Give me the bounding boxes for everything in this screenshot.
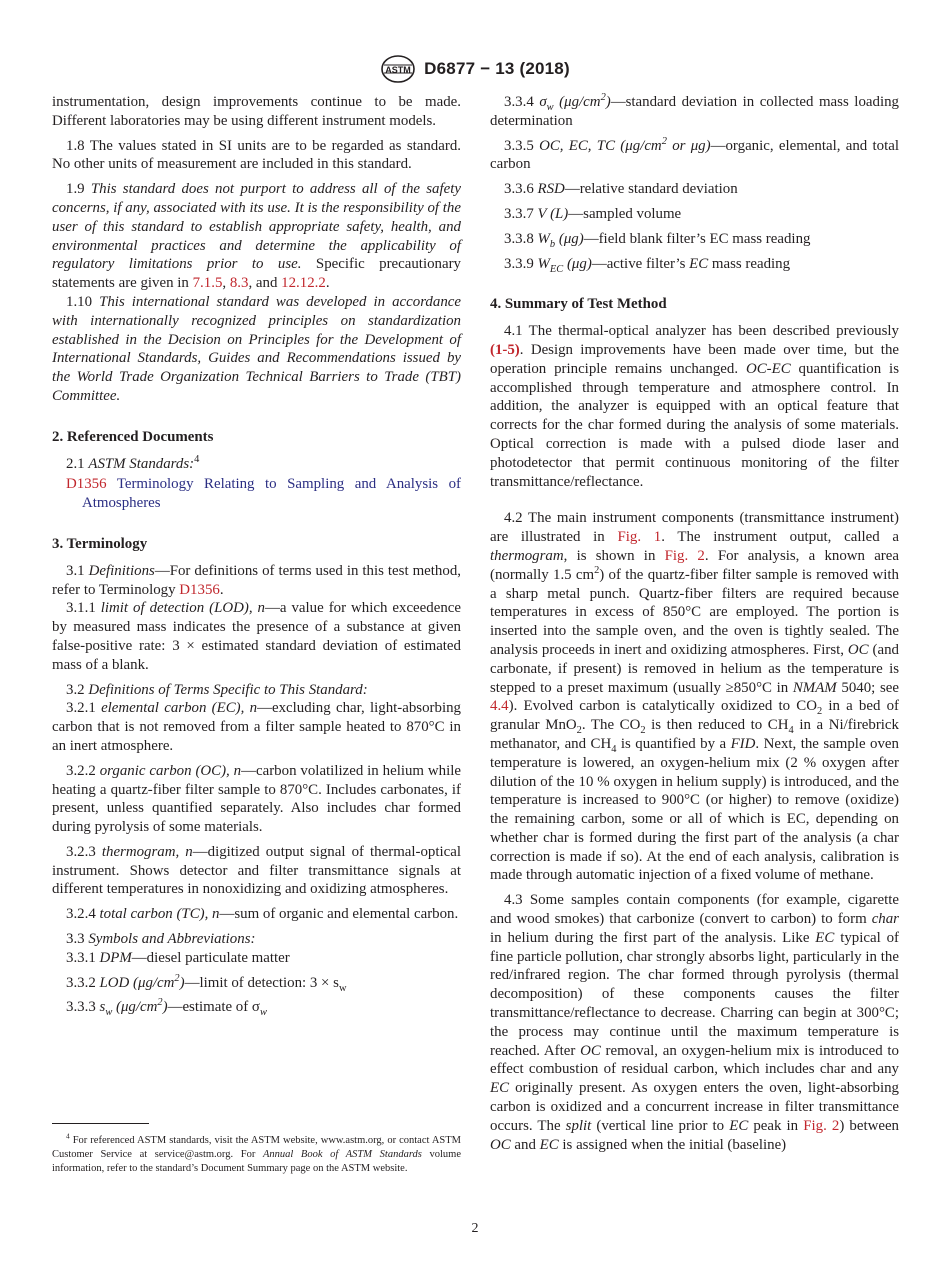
- document-designation: D6877 − 13 (2018): [424, 59, 570, 78]
- paragraph-3-2-3: 3.2.3 thermogram, n—digitized output signal of thermal-optical instrument. Shows detector and filter transmittance signals at different temperatures in nonoxidizing and oxidizing atmospheres.: [52, 843, 462, 898]
- paragraph-3-2: 3.2 Definitions of Terms Specific to This Standard:: [66, 681, 368, 698]
- section-heading-2: 2. Referenced Documents: [52, 428, 214, 445]
- footnote-divider: [52, 1123, 149, 1124]
- ref-8-3-link[interactable]: 8.3: [229, 275, 249, 292]
- fig-1-link[interactable]: Fig. 1: [617, 529, 662, 546]
- paragraph-3-2-4: 3.2.4 total carbon (TC), n—sum of organic and elemental carbon.: [66, 906, 459, 923]
- footnote-4: $^4$ For referenced ASTM standards, visit the ASTM website, www.astm.org, or contact ASTM Customer Service at service@astm.org. For Annual Book of ASTM Standards volume information, refer to the standard’s Document Summary page on the ASTM website.: [52, 1131, 461, 1175]
- paragraph-4-3: 4.3 Some samples contain components (for example, cigarette and wood smokes) that carbonize (convert to carbon) to form char in helium during the first part of the analysis. Like EC typical of fine particle pollution, char strongly absorbs light, particularly in the red/infrared region. The char formed through pyrolysis (thermal decomposition) of these components causes the filter transmittance/reflectance to decrease. Charring can begin at 300°C; the process may continue until the maximum temperature is reached. After OC removal, an oxygen-helium mix is introduced to effect combustion of residual carbon, which includes char and any EC originally present. As oxygen enters the oven, light-absorbing carbon is oxidized and a concurrent increase in filter transmittance occurs. The split (vertical line prior to EC peak in Fig. 2) between OC and EC is assigned when the initial (baseline): [490, 892, 899, 1153]
- paragraph-3-3-4: 3.3.4 $\sigma_w$ $(\mu g/cm^2)—standard$ deviation in collected mass loading determination: [490, 92, 899, 129]
- svg-text:ASTM: ASTM: [385, 65, 411, 75]
- d1356-code-link[interactable]: D1356: [66, 476, 107, 493]
- ref-4-4-link[interactable]: 4.4: [490, 698, 509, 715]
- section-heading-3: 3. Terminology: [52, 535, 148, 552]
- paragraph-3-2-2: 3.2.2 organic carbon (OC), n—carbon volatilized in helium while heating a quartz-fiber filter sample to 870°C. Includes carbonates, if present, unless quantified separately. Also includes char formed during pyrolysis of some materials.: [52, 762, 461, 836]
- fig-2-link[interactable]: Fig. 2: [664, 547, 705, 564]
- page-header: [0, 52, 950, 86]
- section-heading-4: 4. Summary of Test Method: [490, 296, 667, 313]
- paragraph-3-1: 3.1 Definitions—For definitions of terms used in this test method, refer to Terminology D1356.: [52, 562, 461, 598]
- right-column: [490, 93, 899, 1154]
- referenced-document-d1356: [52, 475, 461, 513]
- paragraph-3-3-9: 3.3.9 $W_{EC}$ (μg)—active filter’s EC mass reading: [504, 255, 791, 275]
- paragraph-2-1: 2.1 ASTM Standards:$^4$: [66, 453, 200, 472]
- paragraph-3-3-1: 3.3.1 DPM—diesel particulate matter: [66, 949, 290, 966]
- left-column: [52, 93, 461, 1017]
- d1356-title-link[interactable]: Terminology Relating to Sampling and Analysis of Atmospheres: [82, 476, 461, 512]
- fig-2-link-2[interactable]: Fig. 2: [803, 1117, 840, 1134]
- ref-7-1-5-link[interactable]: 7.1.5: [192, 275, 223, 292]
- paragraph-3-3-7: 3.3.7 V (L)—sampled volume: [504, 205, 682, 222]
- paragraph-1-9: 1.9 This standard does not purport to address all of the safety concerns, if any, associated with its use. It is the responsibility of the user of this standard to establish appropriate safety, health, and environmental practices and determine the applicability of regulatory limitations prior to use. Specific precautionary statements are given in 7.1.5, 8.3, and 12.12.2.: [52, 181, 461, 292]
- ref-12-12-2-link[interactable]: 12.12.2: [281, 275, 326, 292]
- page-number: 2: [471, 1221, 479, 1236]
- paragraph-3-1-1: 3.1.1 limit of detection (LOD), n—a value for which exceedence by measured mass indicates the presence of a substance at given false-positive rate: 3 × estimated standard deviation of estimated mass of a blank.: [52, 600, 461, 673]
- d1356-inline-link[interactable]: D1356: [179, 581, 220, 598]
- paragraph-3-3: 3.3 Symbols and Abbreviations:: [66, 931, 256, 948]
- paragraph-3-2-1: 3.2.1 elemental carbon (EC), n—excluding char, light-absorbing carbon that is not removed from a filter sample heated to 870°C in an inert atmosphere.: [52, 700, 461, 754]
- paragraph-1-8: 1.8 The values stated in SI units are to be regarded as standard. No other units of measurement are included in this standard.: [52, 137, 461, 173]
- paragraph-3-3-6: 3.3.6 RSD—relative standard deviation: [504, 181, 738, 198]
- paragraph-3-3-8: 3.3.8 $W_b$ (μg)—field blank filter’s EC mass reading: [504, 230, 811, 250]
- ref-1-5-link[interactable]: (1-5): [490, 341, 520, 358]
- paragraph-3-3-2: 3.3.2 LOD $(\mu g/cm^2)—limit$ of detection: $3 \times s_w$: [66, 972, 347, 994]
- paragraph-continued: instrumentation, design improvements continue to be made. Different laboratories may be using different instrument models.: [52, 94, 461, 129]
- paragraph-4-1: 4.1 The thermal-optical analyzer has been described previously (1-5). Design improvements have been made over time, but the operation principle remains unchanged. OC-EC quantification is accomplished through temperature and atmosphere control. In addition, the analyzer is equipped with an optical feature that corrects for the char formed during the analysis of some materials. Optical correction is made with a pulsed diode laser and photodetector that permit continuous monitoring of the filter transmittance/reflectance.: [490, 323, 899, 490]
- paragraph-1-10: 1.10 This international standard was developed in accordance with internationally recognized principles on standardization established in the Decision on Principles for the Development of International Standards, Guides and Recommendations issued by the World Trade Organization Technical Barriers to Trade (TBT) Committee.: [52, 293, 461, 404]
- astm-logo-icon: [380, 54, 416, 84]
- paragraph-3-3-5: 3.3.5 OC, EC, TC ($\mu g/cm^2$ or μg)—organic, elemental, and total carbon: [490, 135, 900, 173]
- paragraph-3-3-3: 3.3.3 $s_w$ $(\mu g/cm^2)—estimate$ of $\sigma_w$: [66, 997, 267, 1019]
- paragraph-4-2: 4.2 The main instrument components (transmittance instrument) are illustrated in Fig. 1. The instrument output, called a thermogram, is shown in Fig. 2. For analysis, a known area (normally 1.5 $cm^2$) of the quartz-fiber filter sample is removed with a sharp metal punch. Quartz-fiber filters are required because temperatures in excess of 850°C are employed. The portion is inserted into the sample oven, and the oven is tightly sealed. The analysis proceeds in inert and oxidizing atmospheres. First, OC (and carbonate, if present) is removed in helium as the temperature is stepped to a preset maximum (usually ≥850°C in NMAM 5040; see 4.4). Evolved carbon is catalytically oxidized to $CO_2$ in a bed of granular MnO$_2$. The $CO_2$ is then reduced to $CH_4$ in a Ni/firebrick methanator, and $CH_4$ is quantified by a FID. Next, the sample oven temperature is lowered, an oxygen-helium mix (2 % oxygen after dilution of the 10 % oxygen in helium supply) is introduced, and the temperature is increased to 900°C (or higher) to remove (oxidize) the remaining carbon, some or all of which is EC, depending on whether char is formed during the first part of the analysis (a char correction is made if so). At the end of each analysis, calibration is made through automatic injection of a fixed volume of methane.: [490, 510, 900, 884]
